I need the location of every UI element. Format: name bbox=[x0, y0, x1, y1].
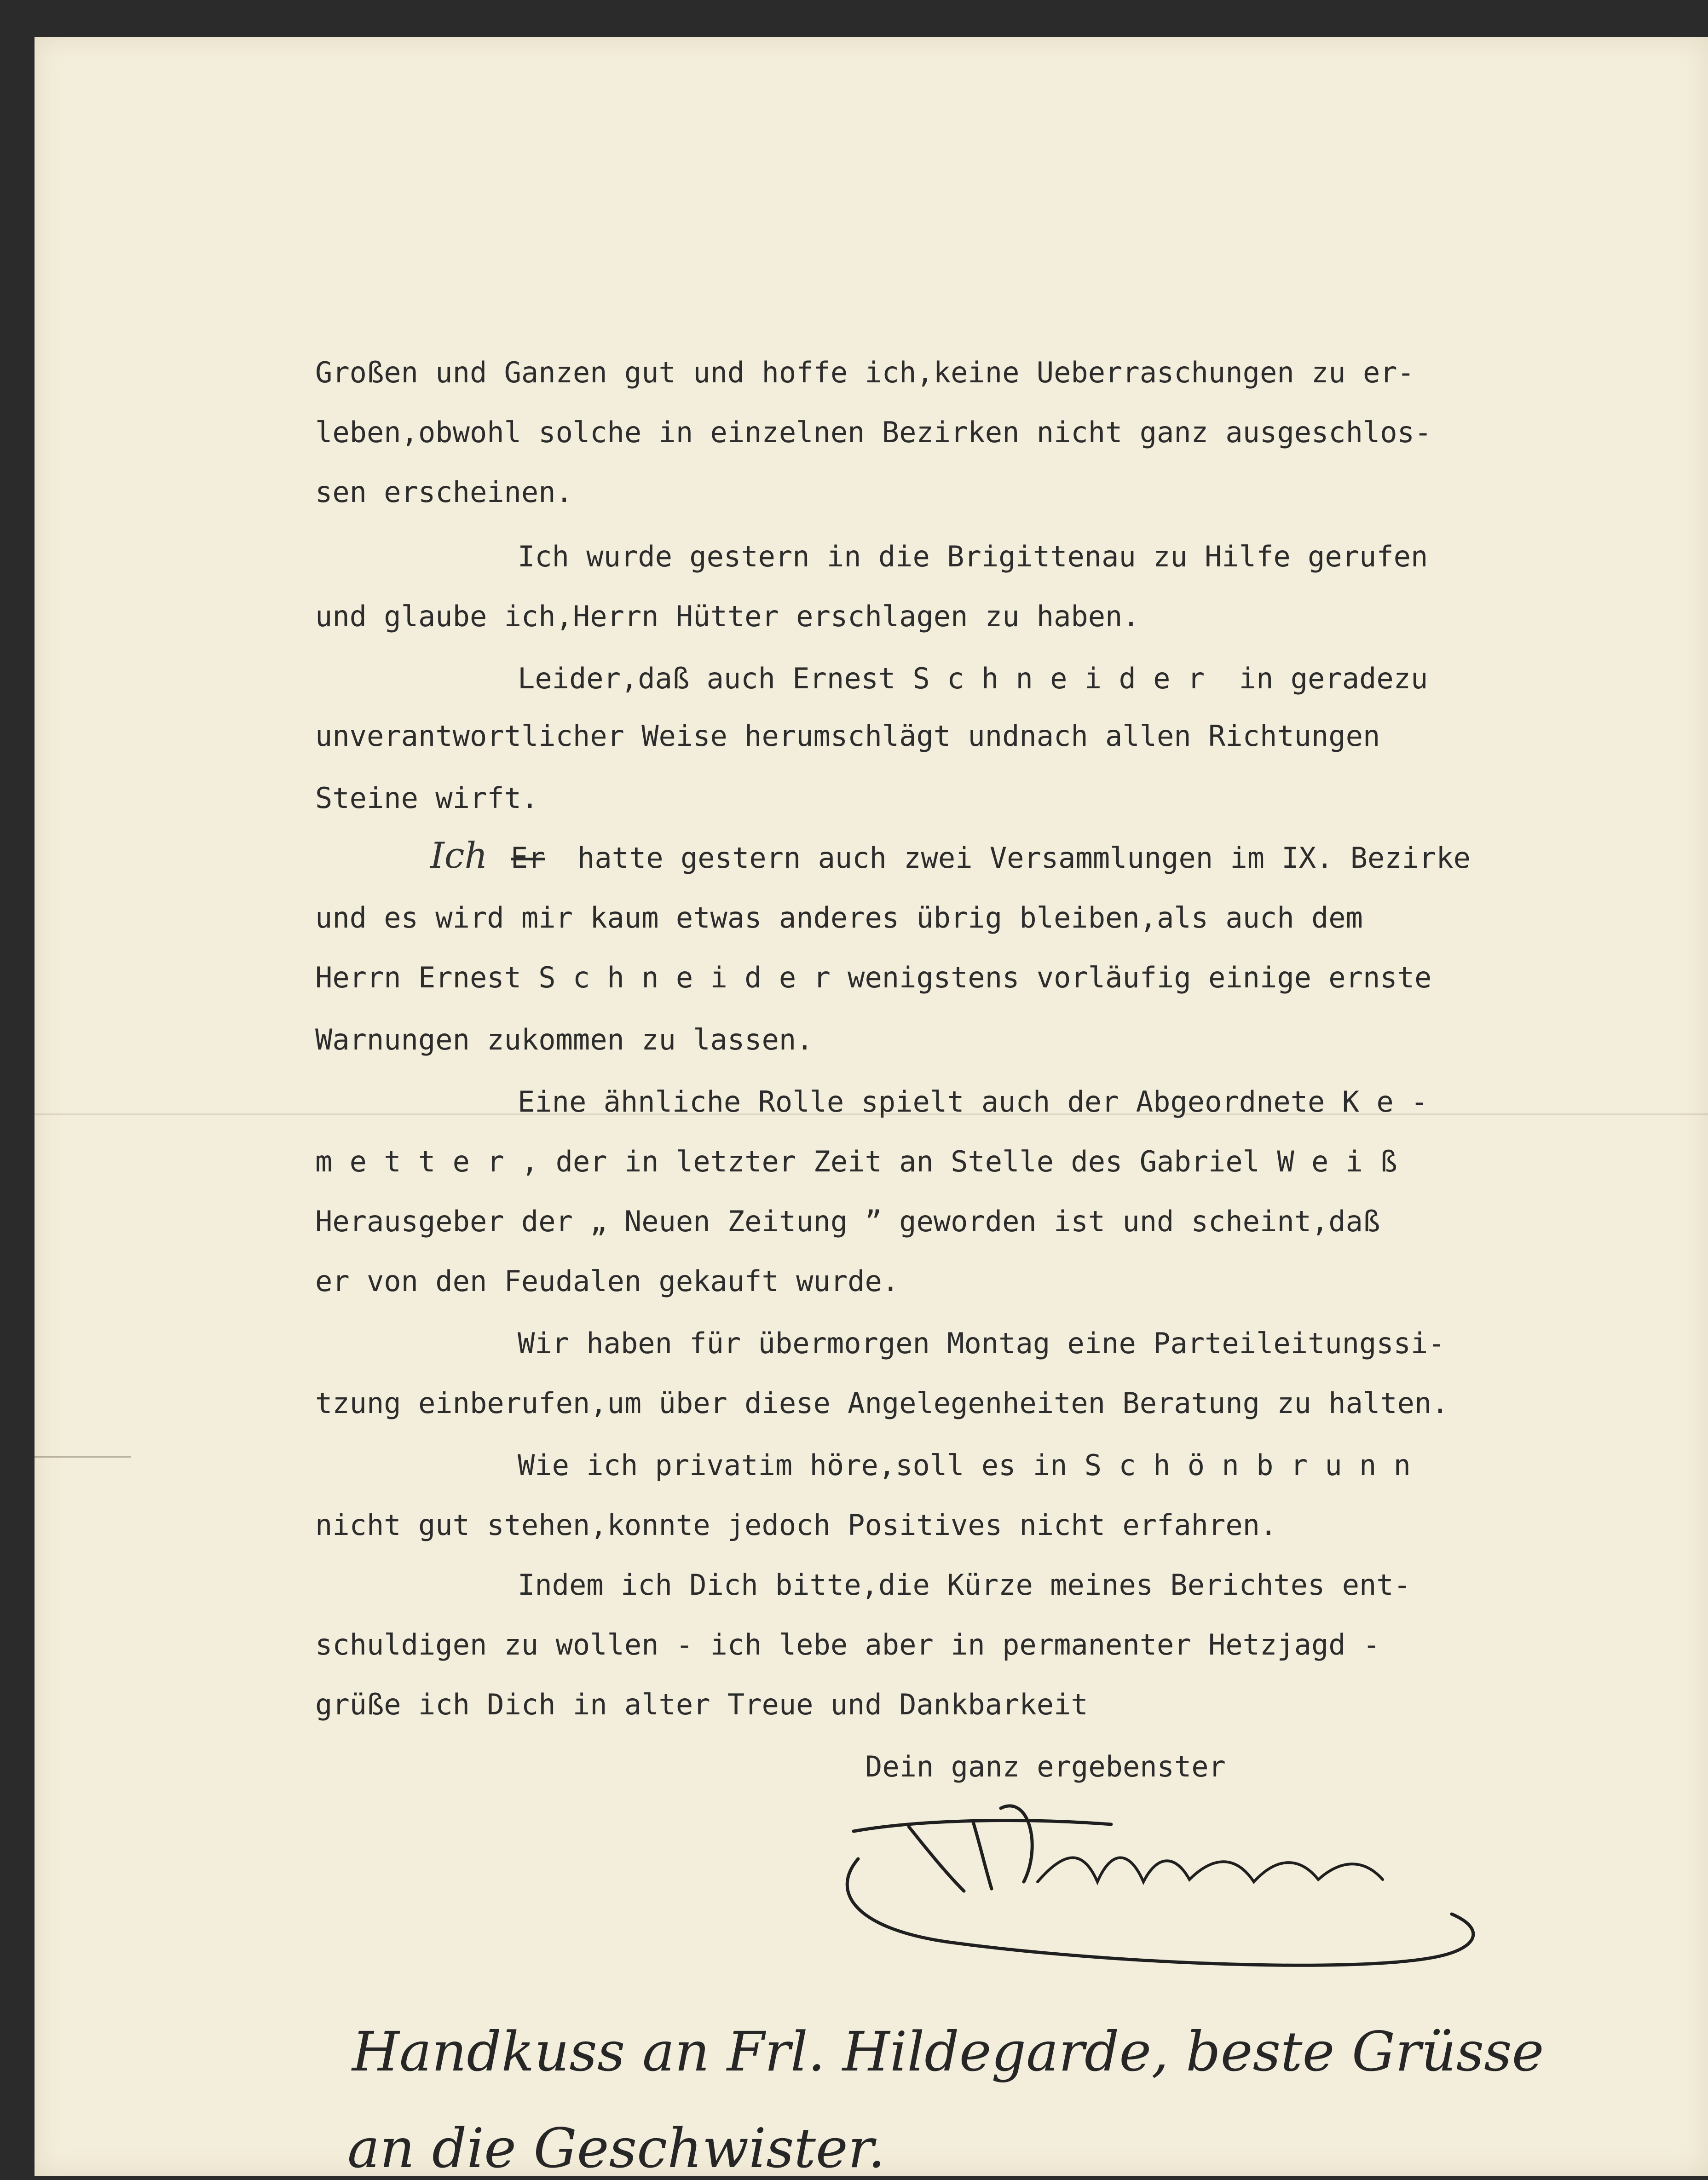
letter-line-9: hatte gestern auch zwei Versammlungen im IX. Bezirke bbox=[577, 841, 1471, 875]
letter-line-10: und es wird mir kaum etwas anderes übrig bleiben,als auch dem bbox=[315, 901, 1363, 934]
letter-line-22: schuldigen zu wollen - ich lebe aber in permanenter Hetzjagd - bbox=[315, 1628, 1380, 1661]
letter-line-2: leben,obwohl solche in einzelnen Bezirken nicht ganz ausgeschlos- bbox=[315, 415, 1432, 449]
struck-word-er: Er bbox=[511, 841, 545, 875]
letter-line-20: nicht gut stehen,konnte jedoch Positives nicht erfahren. bbox=[315, 1508, 1277, 1542]
letter-line-7: unverantwortlicher Weise herumschlägt undnach allen Richtungen bbox=[315, 719, 1380, 753]
letter-line-3: sen erscheinen. bbox=[315, 475, 573, 509]
letter-line-13: Eine ähnliche Rolle spielt auch der Abgeordnete K e - bbox=[518, 1085, 1428, 1119]
letter-line-5: und glaube ich,Herrn Hütter erschlagen zu haben. bbox=[315, 600, 1140, 633]
letter-line-6: Leider,daß auch Ernest S c h n e i d e r in geradezu bbox=[518, 662, 1428, 695]
letter-line-12: Warnungen zukommen zu lassen. bbox=[315, 1023, 814, 1056]
handwritten-postscript-line-2: an die Geschwister. bbox=[347, 2117, 885, 2180]
letter-line-23: grüße ich Dich in alter Treue und Dankbarkeit bbox=[315, 1688, 1088, 1721]
handwritten-postscript-line-1: Handkuss an Frl. Hildegarde, beste Grüsse bbox=[352, 2020, 1544, 2083]
letter-line-21: Indem ich Dich bitte,die Kürze meines Berichtes ent- bbox=[518, 1568, 1411, 1602]
letter-line-17: Wir haben für übermorgen Montag eine Parteileitungssi- bbox=[518, 1326, 1445, 1360]
letter-line-11: Herrn Ernest S c h n e i d e r wenigstens vorläufig einige ernste bbox=[315, 961, 1432, 994]
letter-line-4: Ich wurde gestern in die Brigittenau zu Hilfe gerufen bbox=[518, 540, 1428, 573]
letter-line-15: Herausgeber der „ Neuen Zeitung ” geworden ist und scheint,daß bbox=[315, 1205, 1380, 1238]
letter-page bbox=[35, 37, 1708, 2180]
closing-phrase: Dein ganz ergebenster bbox=[865, 1750, 1226, 1783]
letter-line-18: tzung einberufen,um über diese Angelegenheiten Beratung zu halten. bbox=[315, 1386, 1449, 1420]
letter-line-8: Steine wirft. bbox=[315, 781, 539, 815]
handwritten-correction-ich: Ich bbox=[430, 835, 488, 877]
letter-line-14: m e t t e r , der in letzter Zeit an Stelle des Gabriel W e i ß bbox=[315, 1145, 1397, 1178]
letter-line-19: Wie ich privatim höre,soll es in S c h ö n b r u n n bbox=[518, 1448, 1411, 1482]
letter-line-1: Großen und Ganzen gut und hoffe ich,keine Ueberraschungen zu er- bbox=[315, 356, 1414, 389]
handwritten-signature bbox=[826, 1776, 1507, 1997]
letter-line-16: er von den Feudalen gekauft wurde. bbox=[315, 1264, 900, 1298]
